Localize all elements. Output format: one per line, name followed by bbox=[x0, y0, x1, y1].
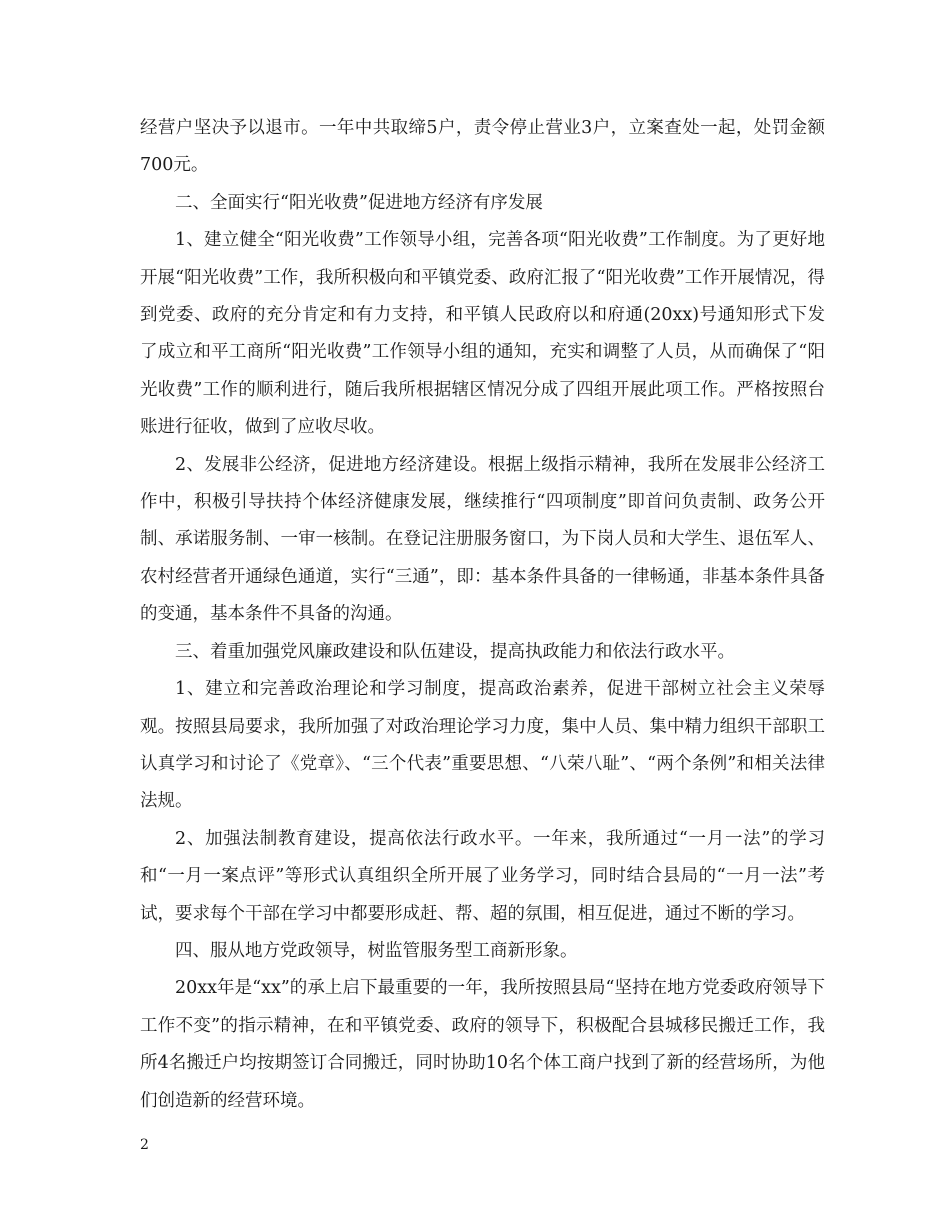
paragraph-4-1: 20xx年是“xx”的承上启下最重要的一年，我所按照县局“坚持在地方党委政府领导下工作不变”的指示精神，在和平镇党委、政府的领导下，积极配合县城移民搬迁工作，我所4名搬迁户均按期签订合同搬迁，同时协助10名个体工商户找到了新的经营场所，为他们创造新的经营环境。 bbox=[140, 978, 825, 1111]
paragraph-continuation: 经营户坚决予以退市。一年中共取缔5户，责令停止营业3户，立案查处一起，处罚金额700元。 bbox=[140, 118, 825, 176]
paragraph-2-2: 2、发展非公经济，促进地方经济建设。根据上级指示精神，我所在发展非公经济工作中，积极引导扶持个体经济健康发展，继续推行“四项制度”即首问负责制、政务公开制、承诺服务制、一审一核制。在登记注册服务窗口，为下岗人员和大学生、退伍军人、农村经营者开通绿色通道，实行“三通”，即：基本条件具备的一律畅通，非基本条件具备的变通，基本条件不具备的沟通。 bbox=[140, 454, 825, 625]
paragraph-3-2: 2、加强法制教育建设，提高依法行政水平。一年来，我所通过“一月一法”的学习和“一月一案点评”等形式认真组织全所开展了业务学习，同时结合县局的“一月一法”考试，要求每个干部在学习中都要形成赶、帮、超的氛围，相互促进，通过不断的学习。 bbox=[140, 828, 825, 924]
paragraph-3-1: 1、建立和完善政治理论和学习制度，提高政治素养，促进干部树立社会主义荣辱观。按照县局要求，我所加强了对政治理论学习力度，集中人员、集中精力组织干部职工认真学习和讨论了《党章》、“三个代表”重要思想、“八荣八耻”、“两个条例”和相关法律法规。 bbox=[140, 679, 825, 812]
section-heading-2: 二、全面实行“阳光收费”促进地方经济有序发展 bbox=[175, 192, 543, 213]
page-number: 2 bbox=[140, 1137, 149, 1153]
document-body bbox=[140, 110, 825, 1120]
paragraph-2-1: 1、建立健全“阳光收费”工作领导小组，完善各项“阳光收费”工作制度。为了更好地开展“阳光收费”工作，我所积极向和平镇党委、政府汇报了“阳光收费”工作开展情况，得到党委、政府的充分肯定和有力支持，和平镇人民政府以和府通(20xx)号通知形式下发了成立和平工商所“阳光收费”工作领导小组的通知，充实和调整了人员，从而确保了“阳光收费”工作的顺利进行，随后我所根据辖区情况分成了四组开展此项工作。严格按照台账进行征收，做到了应收尽收。 bbox=[140, 230, 825, 438]
section-heading-4: 四、服从地方党政领导，树监管服务型工商新形象。 bbox=[175, 940, 578, 961]
section-heading-3: 三、着重加强党风廉政建设和队伍建设，提高执政能力和依法行政水平。 bbox=[175, 641, 735, 662]
